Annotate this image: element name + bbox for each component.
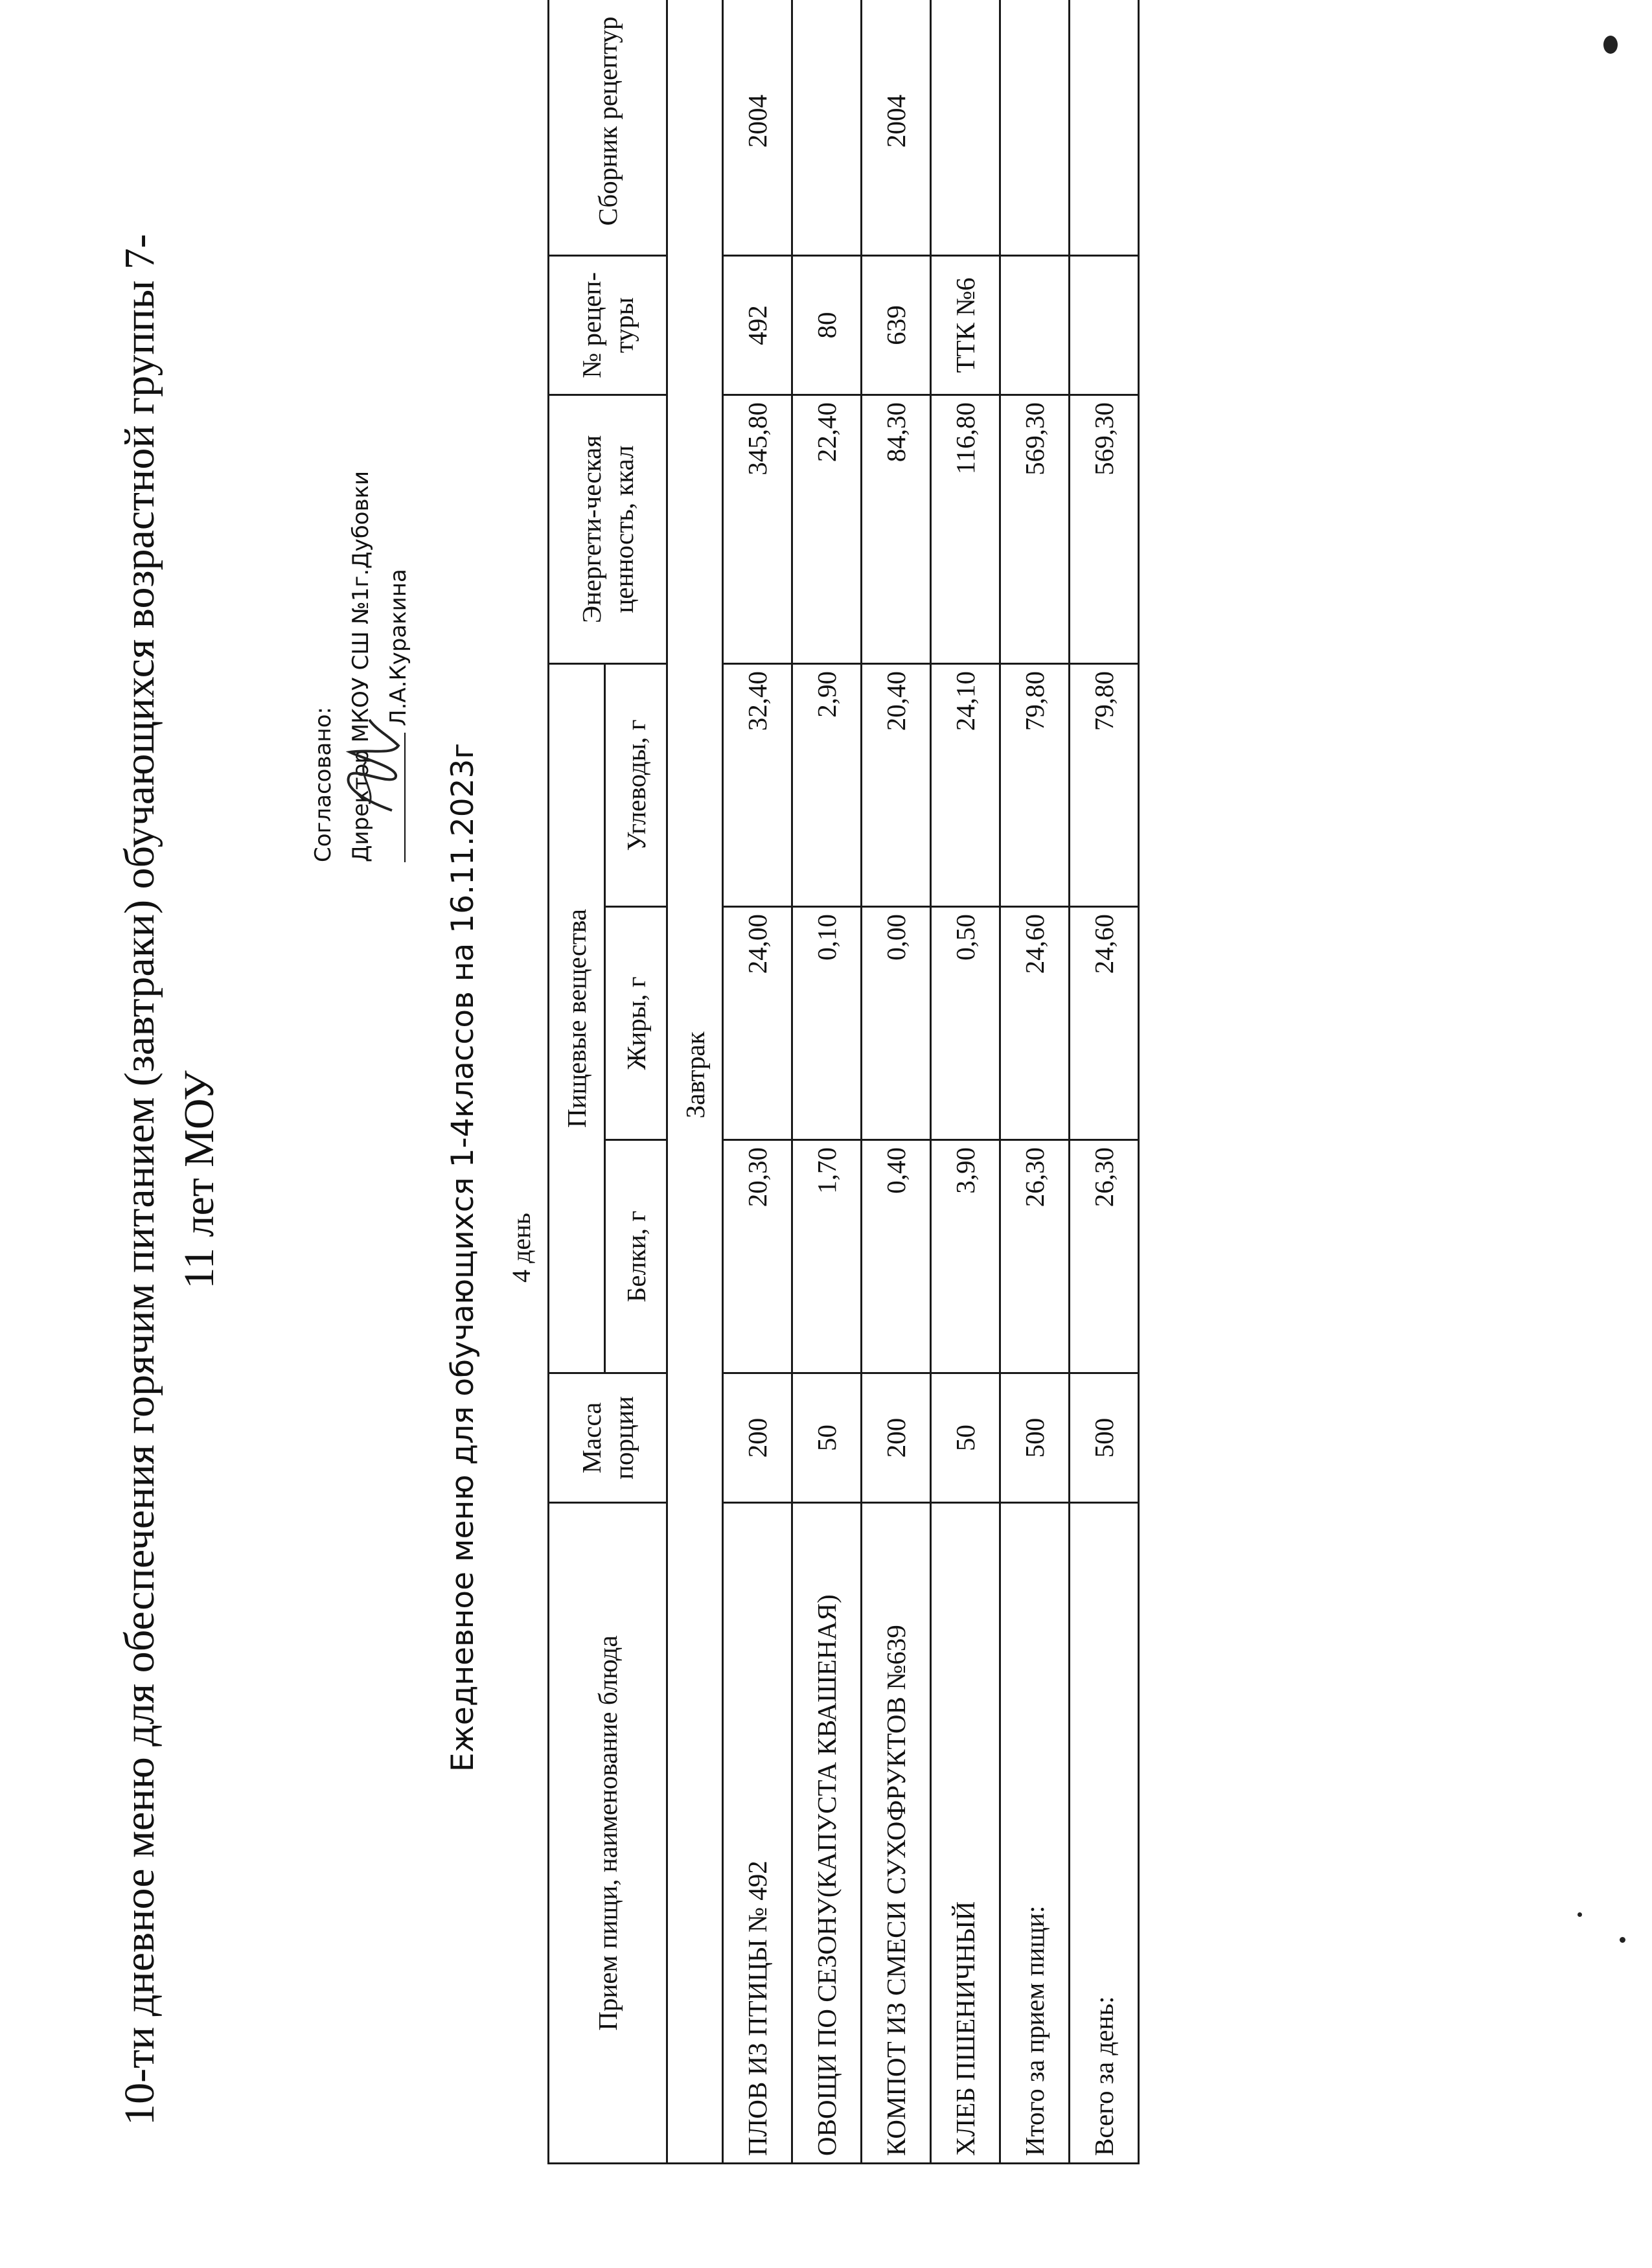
section-row	[667, 0, 723, 2164]
dish-fats: 24,00	[723, 907, 792, 1140]
header-mass: Масса порции	[549, 1373, 667, 1503]
scan-speck	[1577, 1912, 1582, 1917]
dish-fats: 0,50	[931, 907, 1000, 1140]
meal-total-fats: 24,60	[1000, 907, 1070, 1140]
scan-speck	[1620, 1937, 1625, 1943]
day-total-proteins: 26,30	[1070, 1140, 1139, 1373]
dish-name: ПЛОВ ИЗ ПТИЦЫ № 492	[723, 1503, 792, 2164]
dish-carbs: 32,40	[723, 663, 792, 906]
day-total-recipe-empty	[1070, 255, 1139, 395]
table-row	[723, 0, 792, 2164]
dish-energy: 84,30	[862, 395, 931, 663]
dish-name: ХЛЕБ ПШЕНИЧНЫЙ	[931, 1503, 1000, 2164]
dish-recipe: 492	[723, 255, 792, 395]
dish-proteins: 1,70	[792, 1140, 862, 1373]
dish-carbs: 24,10	[931, 663, 1000, 906]
title-line-1: 10-ти дневное меню для обеспечения горячим питанием (завтраки) обучающихся возрастной группы 7-	[116, 234, 163, 2125]
header-proteins: Белки, г	[605, 1140, 667, 1373]
dish-collection	[792, 0, 862, 255]
scan-speck	[1603, 36, 1618, 54]
meal-total-collection-empty	[1000, 0, 1070, 255]
dish-name: КОМПОТ ИЗ СМЕСИ СУХОФРУКТОВ №639	[862, 1503, 931, 2164]
table-row	[862, 0, 931, 2164]
dish-name: ОВОЩИ ПО СЕЗОНУ(КАПУСТА КВАШЕНАЯ)	[792, 1503, 862, 2164]
section-label: Завтрак	[667, 0, 723, 2164]
table-row	[931, 0, 1000, 2164]
dish-carbs: 20,40	[862, 663, 931, 906]
table-row	[792, 0, 862, 2164]
day-total-carbs: 79,80	[1070, 663, 1139, 906]
header-row	[549, 0, 605, 2164]
dish-mass: 200	[723, 1373, 792, 1503]
dish-proteins: 0,40	[862, 1140, 931, 1373]
dish-energy: 116,80	[931, 395, 1000, 663]
dish-energy: 22,40	[792, 395, 862, 663]
dish-proteins: 3,90	[931, 1140, 1000, 1373]
meal-total-carbs: 79,80	[1000, 663, 1070, 906]
header-fats: Жиры, г	[605, 907, 667, 1140]
day-total-energy: 569,30	[1070, 395, 1139, 663]
dish-recipe: 80	[792, 255, 862, 395]
dish-carbs: 2,90	[792, 663, 862, 906]
dish-mass: 50	[792, 1373, 862, 1503]
menu-table	[547, 0, 1140, 2164]
meal-total-label: Итого за прием пищи:	[1000, 1503, 1070, 2164]
header-meal: Прием пищи, наименование блюда	[549, 1503, 667, 2164]
dish-recipe: ТТК №6	[931, 255, 1000, 395]
title-line-2: 11 лет МОУ	[176, 1070, 223, 1289]
day-total-mass: 500	[1070, 1373, 1139, 1503]
header-recipe: № рецеп-туры	[549, 255, 667, 395]
dish-mass: 50	[931, 1373, 1000, 1503]
dish-fats: 0,00	[862, 907, 931, 1140]
dish-fats: 0,10	[792, 907, 862, 1140]
meal-total-proteins: 26,30	[1000, 1140, 1070, 1373]
day-total-label: Всего за день:	[1070, 1503, 1139, 2164]
dish-proteins: 20,30	[723, 1140, 792, 1373]
dish-energy: 345,80	[723, 395, 792, 663]
header-carbs: Углеводы, г	[605, 663, 667, 906]
approval-name: Л.А.Куракина	[385, 569, 411, 726]
dish-collection	[931, 0, 1000, 255]
meal-total-mass: 500	[1000, 1373, 1070, 1503]
approval-label: Согласовано:	[310, 707, 336, 862]
dish-mass: 200	[862, 1373, 931, 1503]
meal-total-recipe-empty	[1000, 255, 1070, 395]
handwritten-signature	[330, 713, 415, 823]
menu-subtitle: Ежедневное меню для обучающихся 1-4классов на 16.11.2023г	[445, 742, 481, 1772]
meal-total-row	[1000, 0, 1070, 2164]
header-collection: Сборник рецептур	[549, 0, 667, 255]
document-title	[110, 208, 229, 2151]
day-total-row	[1070, 0, 1139, 2164]
dish-collection: 2004	[862, 0, 931, 255]
dish-collection: 2004	[723, 0, 792, 255]
approval-director: Директор МКОУ СШ №1г.Дубовки	[348, 470, 374, 862]
meal-total-energy: 569,30	[1000, 395, 1070, 663]
day-total-fats: 24,60	[1070, 907, 1139, 1140]
day-label: 4 день	[507, 1213, 536, 1283]
header-nutrients: Пищевые вещества	[549, 663, 605, 1373]
day-total-collection-empty	[1070, 0, 1139, 255]
header-energy: Энергети-ческая ценность, ккал	[549, 395, 667, 663]
dish-recipe: 639	[862, 255, 931, 395]
